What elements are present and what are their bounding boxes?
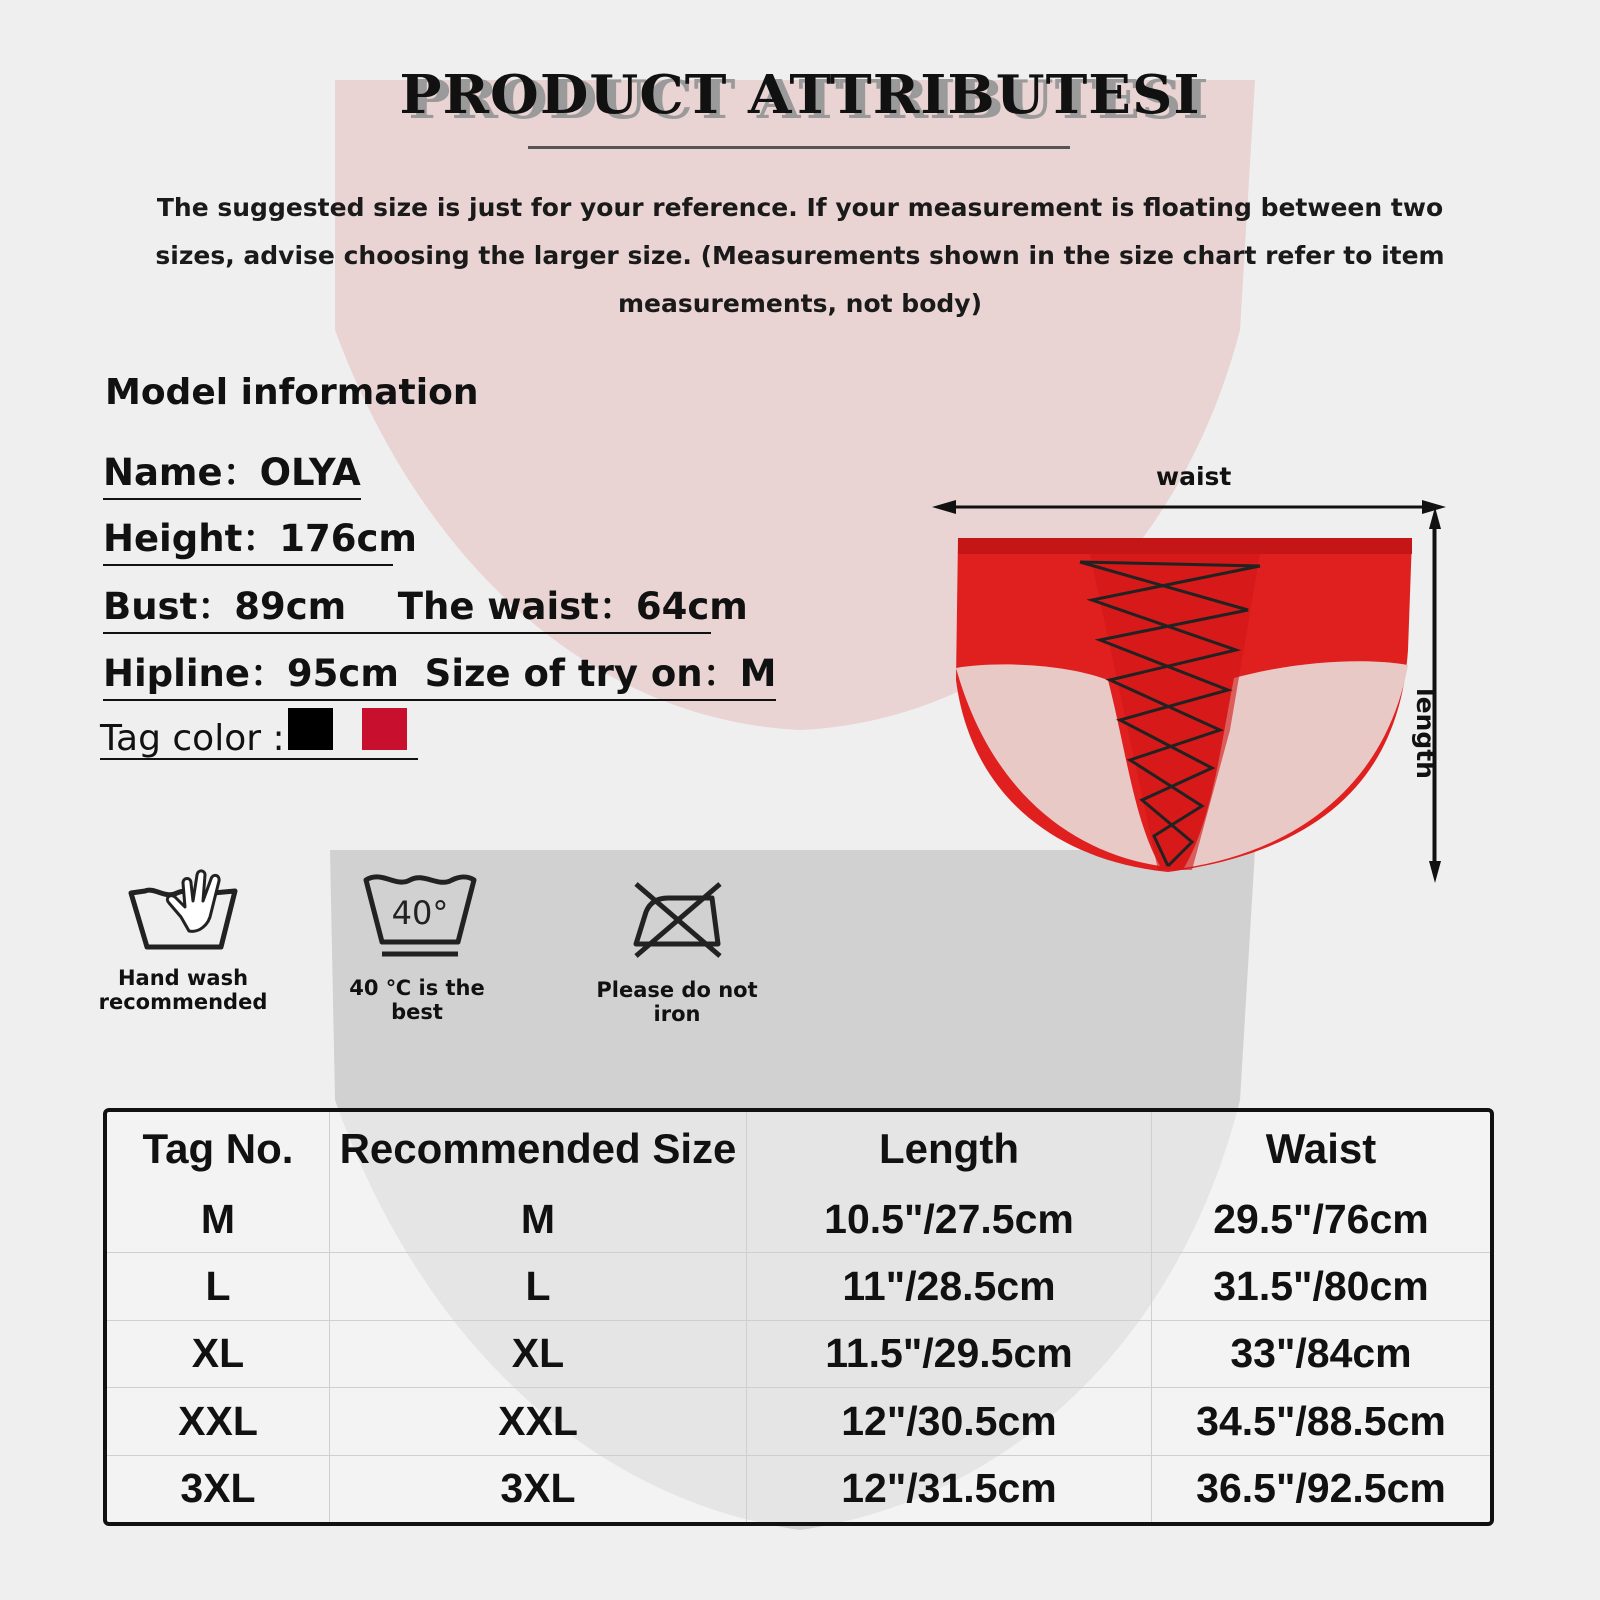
table-row <box>107 1186 1490 1252</box>
size-disclaimer: The suggested size is just for your reference. If your measurement is floating between two sizes, advise choosing the larger size. (Measurements shown in the size chart refer to item measurements, not body) <box>155 193 1445 318</box>
wash-40-degrees-icon <box>360 868 480 958</box>
length-cell: 12"/31.5cm <box>746 1455 1151 1522</box>
do-not-iron-icon <box>628 878 728 960</box>
length-cell: 11"/28.5cm <box>746 1252 1151 1319</box>
tag-no-cell: L <box>107 1252 329 1319</box>
length-cell: 11.5"/29.5cm <box>746 1320 1151 1387</box>
recommended-size-cell: L <box>329 1252 746 1319</box>
header-waist: Waist <box>1151 1112 1490 1186</box>
no-iron-label: Please do not iron <box>596 978 758 1026</box>
length-dimension-label: length <box>1411 688 1440 779</box>
model-hip-size: Hipline：95cm Size of try on：M <box>103 643 776 701</box>
tag-color-row <box>100 700 418 760</box>
recommended-size-cell: M <box>329 1186 746 1252</box>
model-info-heading: Model information <box>105 372 479 413</box>
size-chart-table <box>103 1108 1494 1526</box>
table-row <box>107 1252 1490 1319</box>
model-name: Name：OLYA <box>103 442 361 500</box>
header-length: Length <box>746 1112 1151 1186</box>
tag-no-cell: 3XL <box>107 1455 329 1522</box>
product-diagram <box>930 490 1450 890</box>
tag-color-label: Tag color : <box>100 718 285 759</box>
temperature-label: 40 ℃ is the best <box>349 976 485 1024</box>
tag-no-cell: XXL <box>107 1387 329 1454</box>
hand-wash-label: Hand wash recommended <box>98 966 268 1014</box>
table-row <box>107 1387 1490 1454</box>
header-recommended-size: Recommended Size <box>329 1112 746 1186</box>
wash-temperature-text: 40° <box>391 894 449 932</box>
waist-arrow <box>932 500 1446 514</box>
model-bust-waist: Bust：89cm The waist：64cm <box>103 576 711 634</box>
waist-cell: 33"/84cm <box>1151 1320 1490 1387</box>
recommended-size-cell: 3XL <box>329 1455 746 1522</box>
hand-wash-icon <box>125 855 243 955</box>
title-underline <box>528 146 1070 149</box>
waist-cell: 31.5"/80cm <box>1151 1252 1490 1319</box>
tag-color-red-swatch <box>362 708 407 750</box>
tag-no-cell: M <box>200 1195 236 1242</box>
page-title: PRODUCT ATTRIBUTESI <box>399 63 1201 127</box>
brief-illustration <box>956 538 1412 872</box>
size-chart-header-row <box>107 1112 1490 1186</box>
length-cell: 10.5"/27.5cm <box>746 1186 1151 1252</box>
waist-cell: 36.5"/92.5cm <box>1151 1455 1490 1522</box>
waist-cell: 29.5"/76cm <box>1151 1186 1490 1252</box>
header-tag-no: Tag No. <box>142 1125 294 1172</box>
table-row <box>107 1455 1490 1522</box>
waist-dimension-label: waist <box>1156 462 1232 491</box>
table-row <box>107 1320 1490 1387</box>
recommended-size-cell: XL <box>329 1320 746 1387</box>
length-cell: 12"/30.5cm <box>746 1387 1151 1454</box>
model-height: Height：176cm <box>103 508 393 566</box>
tag-no-cell: XL <box>107 1320 329 1387</box>
tag-color-black-swatch <box>288 708 333 750</box>
waist-cell: 34.5"/88.5cm <box>1151 1387 1490 1454</box>
recommended-size-cell: XXL <box>329 1387 746 1454</box>
